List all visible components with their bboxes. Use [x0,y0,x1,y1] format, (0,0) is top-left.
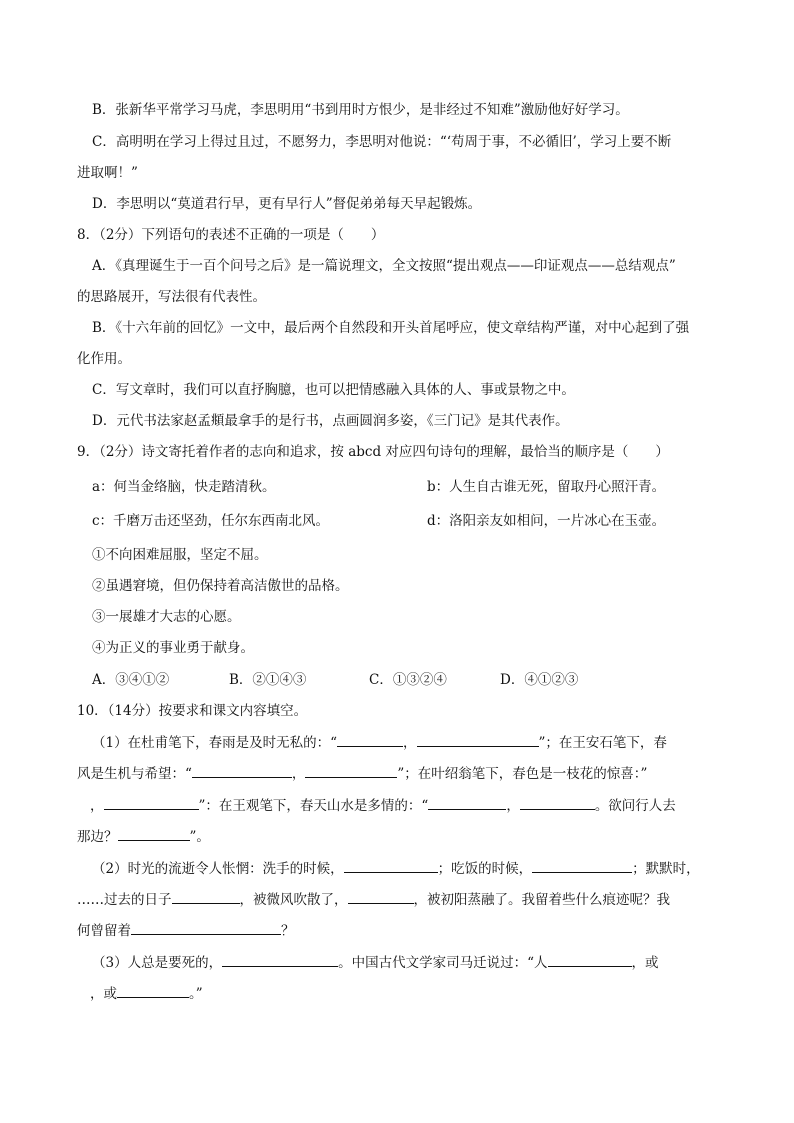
q10-p1-text: ”；在叶绍翁笔下，春色是一枝花的惊喜：” [397,766,648,782]
blank-field[interactable] [305,763,397,778]
q10-p3-text: ，或 [90,986,117,1002]
blank-field[interactable] [222,952,338,967]
blank-field[interactable] [348,889,414,904]
q10-p2-text: ，被初阳蒸融了。我留着些什么痕迹呢？我 [413,892,670,908]
q10-p2-text: ；默默时， [632,861,700,877]
q10-p1-text: ， [291,766,306,782]
blank-field[interactable] [117,983,189,998]
q10-p1-text: ”；在王安石笔下，春 [538,735,667,751]
q9-verse-d: d：洛阳亲友如相问，一片冰心在玉壶。 [427,513,666,529]
q8-option-b-line2: 化作用。 [77,351,131,367]
q10-p3-text: ，或 [631,955,659,971]
q9-meaning-4: ④为正义的事业勇于献身。 [92,640,254,656]
q7-option-c-line1: C．高明明在学习上得过且过，不愿努力，李思明对他说：“‘苟周于事，不必循旧’，学习上要不断 [92,134,672,150]
q7-option-c-line2: 进取啊！” [77,165,138,181]
q10-p3-text: 。” [189,986,203,1002]
q9-choice-d[interactable]: D．④①②③ [500,672,579,688]
q10-p2-text: 何曾留着 [77,923,131,939]
q10-part2-line3 [77,920,295,941]
q10-p2-text: ；吃饭的时候， [437,861,533,877]
q8-option-b-line1: B．《十六年前的回忆》一文中，最后两个自然段和开头首尾呼应，使文章结构严谨，对中心起到了强 [92,320,690,336]
blank-field[interactable] [532,858,632,873]
blank-field[interactable] [118,826,190,841]
q10-p1-text: （1）在杜甫笔下，春雨是及时无私的：“ [92,735,337,751]
q10-p3-text: （3）人总是要死的， [92,955,223,971]
q10-p1-text: 那边？ [77,829,118,845]
q9-verse-a: a：何当金络脑，快走踏清秋。 [92,479,276,495]
q10-p1-text: 。欲问行人去 [594,798,676,814]
q9-verse-c: c：千磨万击还坚劲，任尔东西南北风。 [92,513,330,529]
q10-part1-line4 [77,826,210,847]
q9-meaning-2: ②虽遇窘境，但仍保持着高洁傲世的品格。 [92,578,349,594]
blank-field[interactable] [192,763,292,778]
q9-meaning-3: ③一展雄才大志的心愿。 [92,609,241,625]
q7-option-b: B．张新华平常学习马虎，李思明用“书到用时方恨少，是非经过不知难”激励他好好学习。 [92,102,629,118]
q9-verse-b: b：人生自古谁无死，留取丹心照汗青。 [427,479,666,495]
q9-stem: 9．（2分）诗文寄托着作者的志向和追求，按 abcd 对应四句诗句的理解，最恰当的顺序是（ ） [77,444,669,460]
q8-option-a-line2: 的思路展开，写法很有代表性。 [77,289,266,305]
q9-meaning-1: ①不向困难屈服，坚定不屈。 [92,547,268,563]
blank-field[interactable] [548,952,632,967]
q7-option-d: D．李思明以“莫道君行早，更有早行人”督促弟弟每天早起锻炼。 [92,196,482,212]
blank-field[interactable] [131,920,281,935]
blank-field[interactable] [417,732,539,747]
q10-part1-line2 [77,763,647,784]
q8-option-d: D．元代书法家赵孟頫最拿手的是行书，点画圆润多姿，《三门记》是其代表作。 [92,413,569,429]
q10-p2-text: ？ [281,923,295,939]
q8-stem: 8．（2分）下列语句的表述不正确的一项是（ ） [77,227,385,243]
q8-option-a-line1: A．《真理诞生于一百个问号之后》是一篇说理文，全文按照“提出观点——印证观点——总结观点” [92,258,676,274]
q8-option-c: C．写文章时，我们可以直抒胸臆，也可以把情感融入具体的人、事或景物之中。 [92,382,575,398]
q10-part2-line1 [92,858,700,879]
q10-p1-text: ， [403,735,417,751]
q10-p1-text: ， [506,798,520,814]
q10-p3-text: 。中国古代文学家司马迁说过：“人 [338,955,548,971]
q10-p1-text: 风是生机与希望：“ [77,766,192,782]
q10-p1-text: ， [90,798,104,814]
q10-p1-text: ”。 [189,829,210,845]
q10-part3-line2 [90,983,203,1004]
blank-field[interactable] [104,795,199,810]
q9-choice-b[interactable]: B．②①④③ [229,672,307,688]
blank-field[interactable] [344,858,438,873]
q10-part1-line3 [90,795,676,816]
q9-choice-a[interactable]: A．③④①② [92,672,170,688]
q10-part2-line2 [77,889,670,910]
q10-part3-line1 [92,952,659,973]
blank-field[interactable] [428,795,506,810]
blank-field[interactable] [520,795,595,810]
q10-p2-text: ，被微风吹散了， [239,892,348,908]
q10-p2-text: （2）时光的流逝令人怅惘：洗手的时候， [92,861,344,877]
blank-field[interactable] [337,732,403,747]
q10-p1-text: ”：在王观笔下，春天山水是多情的：“ [198,798,429,814]
q10-part1-line1 [92,732,667,753]
blank-field[interactable] [172,889,240,904]
q10-p2-text: ……过去的日子 [77,892,172,908]
q9-choice-c[interactable]: C．①③②④ [369,672,447,688]
q10-stem: 10．（14分）按要求和课文内容填空。 [77,703,308,719]
